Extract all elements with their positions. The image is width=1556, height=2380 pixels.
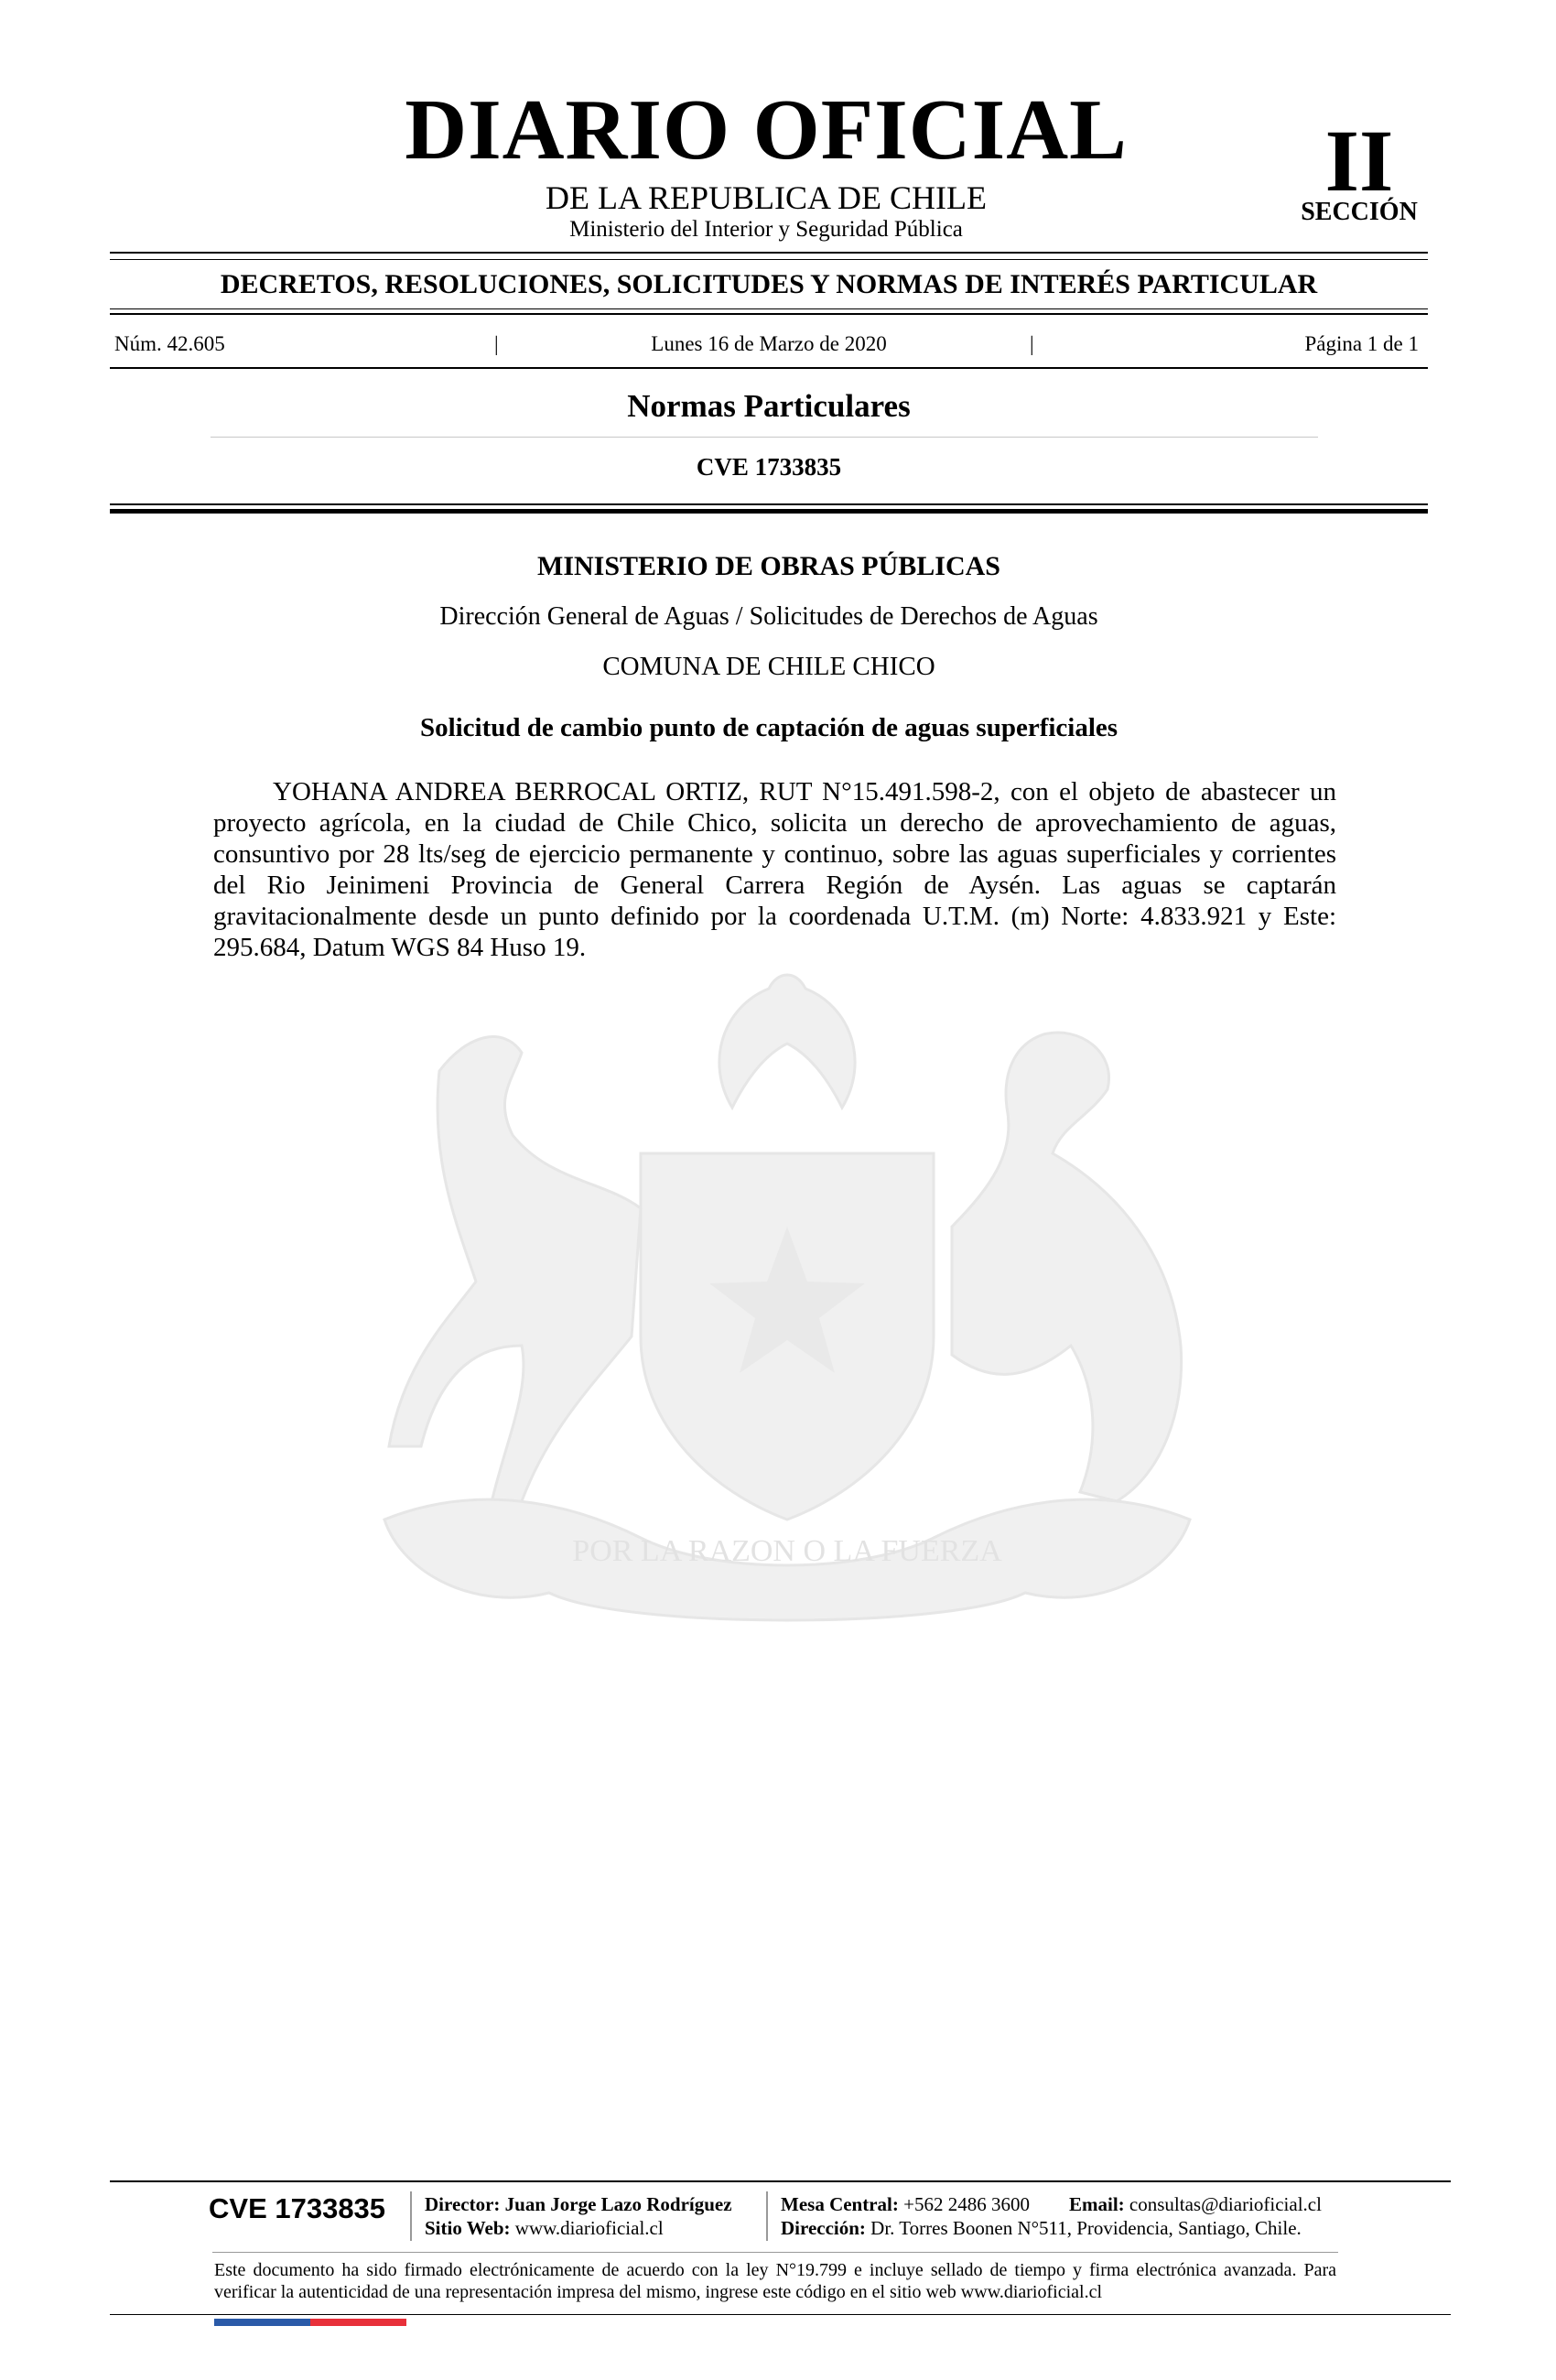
watermark-motto: POR LA RAZON O LA FUERZA bbox=[572, 1534, 1002, 1568]
footer-cve-code: CVE 1733835 bbox=[209, 2192, 386, 2224]
footer-director-label: Director: bbox=[425, 2193, 501, 2215]
header-divider-bottom-thin bbox=[110, 503, 1428, 505]
directorate-line: Dirección General de Aguas / Solicitudes de Derechos de Aguas bbox=[439, 602, 1098, 631]
footer-website-label: Sitio Web: bbox=[425, 2217, 511, 2239]
footer-separator bbox=[766, 2191, 768, 2241]
footer-director-value: Juan Jorge Lazo Rodríguez bbox=[504, 2193, 732, 2215]
footer-phone-label: Mesa Central: bbox=[781, 2193, 899, 2215]
header-divider-bottom bbox=[110, 509, 1428, 514]
coat-of-arms-icon bbox=[293, 952, 1281, 1684]
norm-category: Normas Particulares bbox=[627, 388, 911, 424]
section-word: SECCIÓN bbox=[1301, 198, 1418, 226]
flag-stripe-blue bbox=[214, 2319, 310, 2326]
footer-website bbox=[425, 2216, 664, 2240]
ministry-heading: MINISTERIO DE OBRAS PÚBLICAS bbox=[537, 551, 1000, 581]
section-numeral: II bbox=[1324, 112, 1394, 210]
footer-director bbox=[425, 2192, 732, 2216]
info-divider bbox=[110, 367, 1428, 369]
notice-body-paragraph: YOHANA ANDREA BERROCAL ORTIZ, RUT N°15.491.598-2, con el objeto de abastecer un proyecto agrícola, en la ciudad de Chile Chico, solicita un derecho de aprovechamiento de aguas, consuntivo por 28 lts/seg de ejercicio permanente y continuo, sobre las aguas superficiales y corrientes del Rio Jeinimeni Provincia de General Carrera Región de Aysén. Las aguas se captarán gravitacionalmente desde un punto definido por la coordenada U.T.M. (m) Norte: 4.833.921 y Este: 295.684, Datum WGS 84 Huso 19. bbox=[213, 777, 1336, 962]
footer-website-link[interactable]: www.diarioficial.cl bbox=[514, 2217, 664, 2239]
section-heading: DECRETOS, RESOLUCIONES, SOLICITUDES Y NORMAS DE INTERÉS PARTICULAR bbox=[220, 269, 1318, 299]
flag-stripe-red bbox=[310, 2319, 406, 2326]
footer-address bbox=[781, 2216, 1302, 2240]
info-separator: | bbox=[1030, 332, 1034, 355]
request-title: Solicitud de cambio punto de captación de aguas superficiales bbox=[419, 713, 1118, 742]
footer-legal-notice: Este documento ha sido firmado electrónicamente de acuerdo con la ley N°19.799 e incluye sellado de tiempo y firma electrónica avanzada. Para verificar la autenticidad de una representación impresa del mismo, ingrese este código en el sitio web www.diarioficial.cl bbox=[214, 2260, 1336, 2302]
footer-divider bbox=[110, 2180, 1451, 2182]
section-divider-thin bbox=[110, 308, 1428, 309]
issue-number: Núm. 42.605 bbox=[114, 332, 225, 355]
page-number: Página 1 de 1 bbox=[1304, 332, 1419, 355]
footer-inner-divider bbox=[212, 2252, 1338, 2253]
footer-email-link[interactable]: consultas@diarioficial.cl bbox=[1129, 2193, 1322, 2215]
category-underline bbox=[211, 437, 1318, 438]
footer-phone bbox=[781, 2192, 1030, 2216]
header-divider-top bbox=[110, 252, 1428, 254]
footer-bottom-divider bbox=[110, 2314, 1451, 2315]
footer-address-value: Dr. Torres Boonen N°511, Providencia, Santiago, Chile. bbox=[870, 2217, 1302, 2239]
masthead-ministry: Ministerio del Interior y Seguridad Pública bbox=[569, 217, 963, 242]
masthead-subtitle: DE LA REPUBLICA DE CHILE bbox=[546, 179, 987, 216]
footer-email-label: Email: bbox=[1069, 2193, 1125, 2215]
footer-separator bbox=[410, 2191, 412, 2241]
info-separator: | bbox=[494, 332, 499, 355]
section-divider bbox=[110, 313, 1428, 315]
masthead-title: DIARIO OFICIAL bbox=[405, 82, 1128, 178]
footer-email bbox=[1069, 2192, 1322, 2216]
footer-address-label: Dirección: bbox=[781, 2217, 866, 2239]
header-divider-top-thin bbox=[110, 259, 1428, 260]
footer-phone-value: +562 2486 3600 bbox=[903, 2193, 1030, 2215]
commune-line: COMUNA DE CHILE CHICO bbox=[602, 652, 935, 681]
cve-code: CVE 1733835 bbox=[696, 453, 842, 481]
issue-date: Lunes 16 de Marzo de 2020 bbox=[651, 332, 887, 355]
